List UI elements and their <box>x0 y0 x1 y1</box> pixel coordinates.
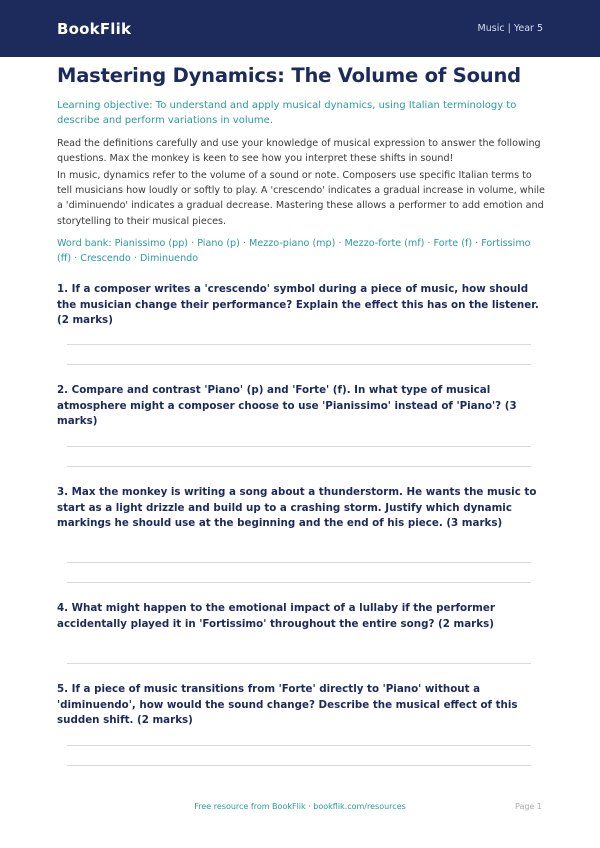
answer-line[interactable] <box>67 582 531 583</box>
answer-line[interactable] <box>67 562 531 563</box>
question-3: 3. Max the monkey is writing a song about a thunderstorm. He wants the music to start as a light drizzle and build up to a crashing storm. Justify which dynamic markings he should use at the beginning and the end of his piece. (3 marks) <box>57 486 537 529</box>
question-5: 5. If a piece of music transitions from 'Forte' directly to 'Piano' without a 'diminuendo', how would the sound change? Describe the musical effect of this sudden shift. (2 marks) <box>57 683 518 726</box>
answer-line[interactable] <box>67 466 531 467</box>
answer-line[interactable] <box>67 663 531 664</box>
question-1: 1. If a composer writes a 'crescendo' symbol during a piece of music, how should the musician change their performance? Explain the effect this has on the listener. (2 marks) <box>57 283 539 326</box>
subject-year-label: Music | Year 5 <box>477 23 543 34</box>
answer-line[interactable] <box>67 745 531 746</box>
learning-objective: Learning objective: To understand and apply musical dynamics, using Italian terminology to describe and perform variations in volume. <box>57 100 517 126</box>
answer-line[interactable] <box>67 446 531 447</box>
instructions-paragraph: Read the definitions carefully and use your knowledge of musical expression to answer the following questions. Max the monkey is keen to see how you interpret these shifts in sound! <box>57 138 541 165</box>
footer-credit: Free resource from BookFlik · bookflik.com/resources <box>194 802 406 811</box>
page-number: Page 1 <box>515 802 542 811</box>
brand-logo: BookFlik <box>57 19 132 38</box>
answer-line[interactable] <box>67 765 531 766</box>
page-title: Mastering Dynamics: The Volume of Sound <box>57 64 521 87</box>
question-4: 4. What might happen to the emotional impact of a lullaby if the performer accidentally played it in 'Fortissimo' throughout the entire song? (2 marks) <box>57 602 495 630</box>
answer-line[interactable] <box>67 364 531 365</box>
question-2: 2. Compare and contrast 'Piano' (p) and 'Forte' (f). In what type of musical atmosphere might a composer choose to use 'Pianissimo' instead of 'Piano'? (3 marks) <box>57 384 517 427</box>
word-bank: Word bank: Pianissimo (pp) · Piano (p) · Mezzo-piano (mp) · Mezzo-forte (mf) · Forte (f) · Fortissimo (ff) · Crescendo · Diminuendo <box>57 238 531 264</box>
dynamics-definition-paragraph: In music, dynamics refer to the volume of a sound or note. Composers use specific Italian terms to tell musicians how loudly or softly to play. A 'crescendo' indicates a gradual increase in volume, while a 'diminuendo' indicates a gradual decrease. Mastering these allows a performer to add emotion and storytelling to their musical pieces. <box>57 170 545 227</box>
answer-line[interactable] <box>67 344 531 345</box>
page-header <box>0 0 600 57</box>
